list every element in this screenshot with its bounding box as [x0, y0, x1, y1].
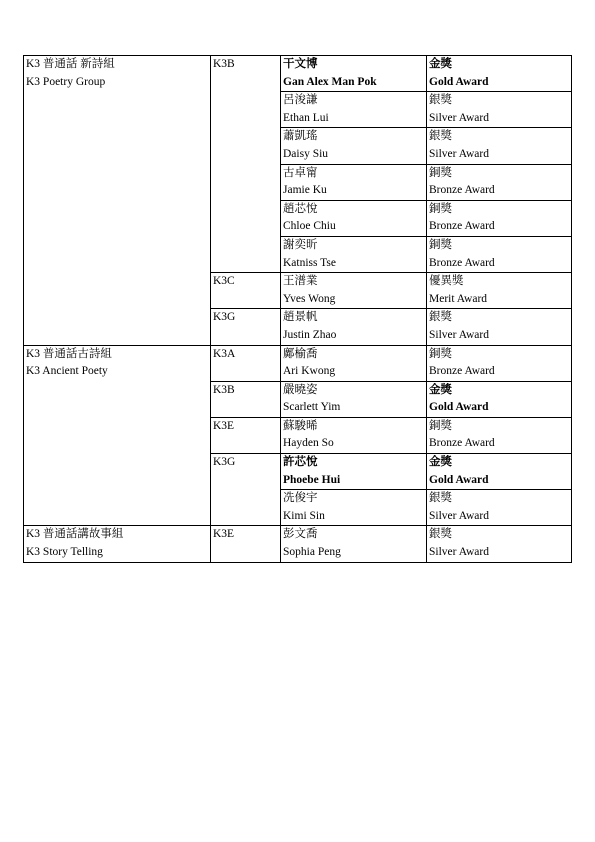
class-cell [211, 309, 281, 345]
award-zh: 銀獎 [429, 492, 452, 505]
student-name-zh: 許芯悅 [283, 456, 318, 469]
student-name-en: Kimi Sin [283, 509, 325, 522]
class-label: K3E [213, 419, 235, 432]
table-row [24, 345, 572, 381]
award-cell [427, 526, 572, 562]
group-name-zh: K3 普通話 新詩組 [26, 58, 115, 70]
student-name-zh: 彭文喬 [283, 528, 318, 541]
student-cell [281, 454, 427, 490]
award-zh: 銅獎 [429, 419, 452, 432]
student-name-zh: 呂浚謙 [283, 94, 318, 107]
class-label: K3E [213, 528, 235, 541]
award-zh: 銀獎 [429, 94, 452, 107]
student-name-en: Katniss Tse [283, 256, 336, 269]
award-cell [427, 128, 572, 164]
group-name-en: K3 Ancient Poety [26, 365, 108, 378]
student-cell [281, 128, 427, 164]
award-zh: 銀獎 [429, 528, 452, 541]
award-zh: 金獎 [429, 383, 452, 396]
group-cell [24, 345, 211, 526]
award-zh: 銅獎 [429, 202, 452, 215]
award-en: Silver Award [429, 509, 489, 522]
award-cell [427, 200, 572, 236]
group-name-zh: K3 普通話古詩組 [26, 347, 112, 360]
award-zh: 銀獎 [429, 311, 452, 324]
student-name-zh: 趙芯悅 [283, 202, 318, 215]
award-en: Silver Award [429, 111, 489, 124]
student-name-zh: 謝奕昕 [283, 238, 318, 251]
student-name-en: Ethan Lui [283, 111, 329, 124]
award-cell [427, 345, 572, 381]
class-cell [211, 381, 281, 417]
award-zh: 金獎 [429, 58, 452, 70]
award-cell [427, 92, 572, 128]
award-en: Bronze Award [429, 184, 495, 197]
class-label: K3B [213, 383, 235, 396]
student-cell [281, 526, 427, 562]
award-zh: 優異獎 [429, 275, 464, 288]
group-name-zh: K3 普通話講故事組 [26, 528, 124, 541]
class-cell [211, 417, 281, 453]
table-row [24, 56, 572, 92]
class-label: K3C [213, 275, 235, 288]
award-zh: 銀獎 [429, 130, 452, 143]
award-en: Silver Award [429, 546, 489, 559]
student-cell [281, 345, 427, 381]
student-cell [281, 164, 427, 200]
group-cell [24, 56, 211, 346]
student-cell [281, 490, 427, 526]
student-name-zh: 古卓甯 [283, 166, 318, 179]
student-name-en: Gan Alex Man Pok [283, 75, 377, 88]
award-en: Silver Award [429, 147, 489, 160]
award-cell [427, 381, 572, 417]
award-en: Gold Award [429, 75, 489, 88]
student-name-en: Daisy Siu [283, 147, 329, 160]
student-name-en: Sophia Peng [283, 546, 341, 559]
student-name-en: Chloe Chiu [283, 220, 336, 233]
student-name-zh: 鄺榆喬 [283, 347, 318, 360]
award-zh: 銅獎 [429, 238, 452, 251]
student-cell [281, 273, 427, 309]
results-table [23, 55, 572, 563]
class-cell [211, 526, 281, 562]
class-label: K3G [213, 311, 236, 324]
student-cell [281, 309, 427, 345]
student-name-zh: 蘇駿晞 [283, 419, 318, 432]
award-cell [427, 490, 572, 526]
student-name-zh: 干文博 [283, 58, 318, 70]
award-cell [427, 417, 572, 453]
table-row [24, 526, 572, 562]
class-label: K3A [213, 347, 236, 360]
award-en: Bronze Award [429, 220, 495, 233]
student-cell [281, 92, 427, 128]
student-name-zh: 蕭凱瑤 [283, 130, 318, 143]
award-cell [427, 236, 572, 272]
class-cell [211, 273, 281, 309]
student-cell [281, 236, 427, 272]
student-name-zh: 冼俊宇 [283, 492, 318, 505]
award-cell [427, 309, 572, 345]
award-en: Silver Award [429, 328, 489, 341]
student-cell [281, 381, 427, 417]
award-en: Gold Award [429, 401, 489, 414]
award-cell [427, 56, 572, 92]
group-name-en: K3 Story Telling [26, 546, 103, 559]
student-name-en: Ari Kwong [283, 365, 336, 378]
award-en: Bronze Award [429, 256, 495, 269]
group-name-en: K3 Poetry Group [26, 75, 106, 88]
award-zh: 銅獎 [429, 166, 452, 179]
student-cell [281, 56, 427, 92]
student-name-zh: 王潽業 [283, 275, 318, 288]
class-label: K3B [213, 58, 235, 70]
student-cell [281, 200, 427, 236]
class-cell [211, 345, 281, 381]
student-name-zh: 嚴曉姿 [283, 383, 318, 396]
award-cell [427, 164, 572, 200]
award-zh: 銅獎 [429, 347, 452, 360]
student-cell [281, 417, 427, 453]
class-label: K3G [213, 456, 236, 469]
class-cell [211, 454, 281, 526]
student-name-en: Phoebe Hui [283, 473, 341, 486]
class-cell [211, 56, 281, 273]
award-en: Bronze Award [429, 437, 495, 450]
award-en: Gold Award [429, 473, 489, 486]
award-cell [427, 273, 572, 309]
award-zh: 金獎 [429, 456, 452, 469]
student-name-en: Justin Zhao [283, 328, 337, 341]
student-name-en: Yves Wong [283, 292, 336, 305]
student-name-en: Scarlett Yim [283, 401, 341, 414]
student-name-en: Jamie Ku [283, 184, 327, 197]
student-name-en: Hayden So [283, 437, 334, 450]
student-name-zh: 趙景帆 [283, 311, 318, 324]
group-cell [24, 526, 211, 562]
award-en: Merit Award [429, 292, 488, 305]
award-en: Bronze Award [429, 365, 495, 378]
award-cell [427, 454, 572, 490]
